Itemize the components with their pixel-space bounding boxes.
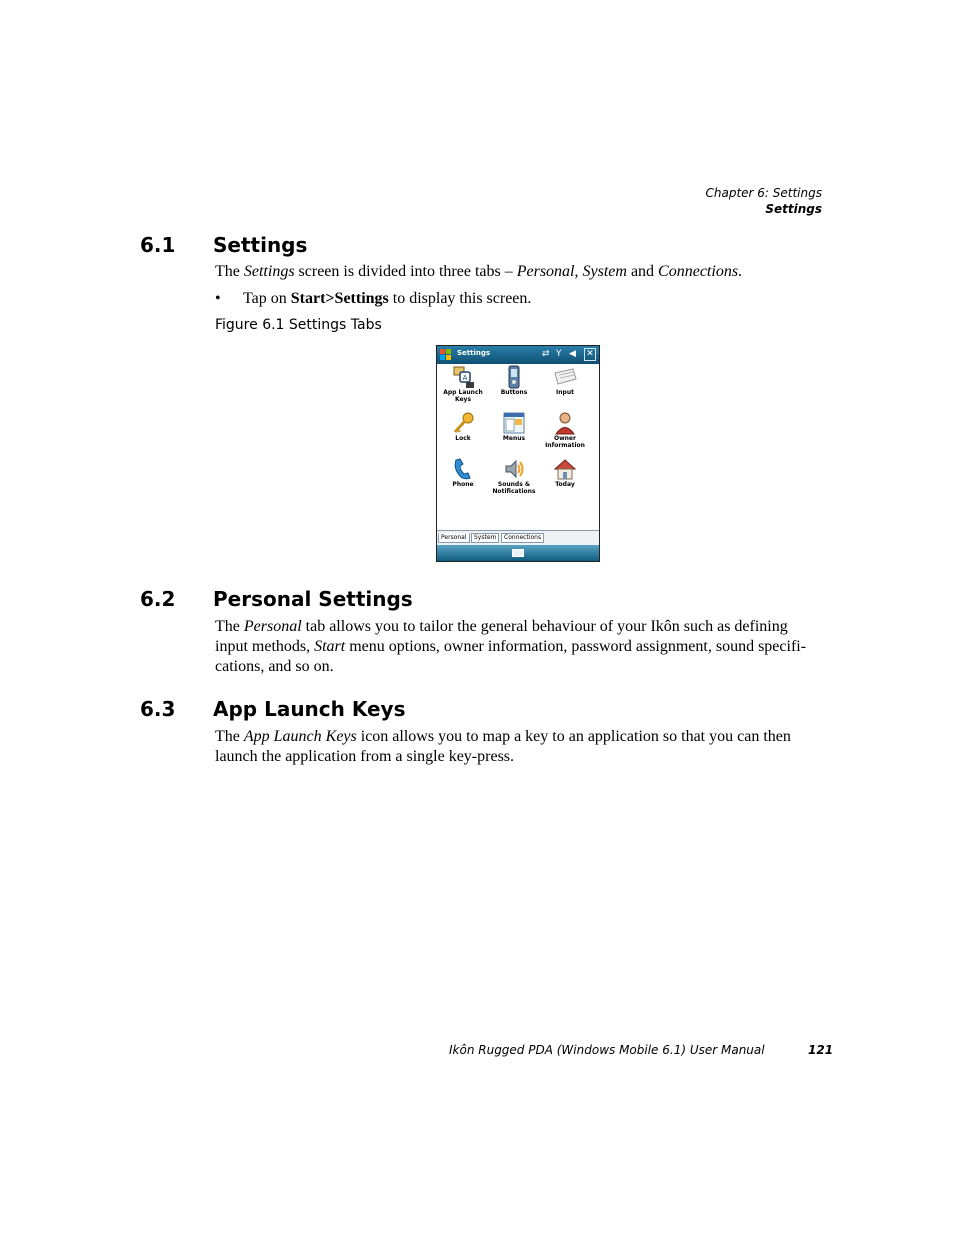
input-icon xyxy=(553,365,577,389)
window-title: Settings xyxy=(457,349,491,357)
item-label: Phone xyxy=(452,481,474,488)
item-label: Lock xyxy=(455,435,471,442)
line xyxy=(215,617,835,637)
bullet-text xyxy=(243,289,531,309)
text: to display this screen. xyxy=(388,290,532,307)
item-label: Buttons xyxy=(500,389,528,396)
item-label: Menus xyxy=(502,435,526,442)
settings-item-buttons[interactable] xyxy=(489,365,539,396)
paragraph-6-2 xyxy=(215,617,835,677)
text: icon allows you to map a key to an application so that you can then xyxy=(356,728,791,745)
item-label: Sounds & Notifications xyxy=(492,481,536,495)
text: Start>Settings xyxy=(290,290,389,307)
text: Start xyxy=(314,638,346,655)
tab-personal[interactable]: Personal xyxy=(438,533,470,543)
settings-item-owner-information[interactable] xyxy=(540,411,590,449)
line: launch the application from a single key-press. xyxy=(215,748,515,765)
line xyxy=(215,637,835,657)
signal-icon[interactable]: Y xyxy=(556,349,562,359)
text: screen is divided into three tabs – xyxy=(294,263,517,280)
text: Connections xyxy=(658,263,739,280)
volume-mute-icon[interactable]: ◀ xyxy=(569,349,576,359)
today-icon xyxy=(553,457,577,481)
tab-strip xyxy=(437,530,599,545)
text: The xyxy=(215,728,244,745)
settings-item-sounds[interactable] xyxy=(489,457,539,495)
close-button[interactable]: ✕ xyxy=(584,348,596,361)
section-number: 6.1 xyxy=(140,233,176,257)
settings-item-phone[interactable] xyxy=(438,457,488,488)
soft-key-bar xyxy=(437,545,599,561)
settings-item-menus[interactable] xyxy=(489,411,539,442)
settings-item-input[interactable] xyxy=(540,365,590,396)
windows-start-icon[interactable] xyxy=(440,349,451,360)
text: System xyxy=(582,263,627,280)
item-label: Input xyxy=(556,389,574,396)
settings-item-today[interactable] xyxy=(540,457,590,488)
section-number: 6.3 xyxy=(140,697,176,721)
text: . xyxy=(738,263,743,280)
section-number: 6.2 xyxy=(140,587,176,611)
text: Personal xyxy=(516,263,575,280)
header-section: Settings xyxy=(765,202,822,216)
tab-connections[interactable]: Connections xyxy=(501,533,544,543)
item-label: Owner Information xyxy=(545,435,585,449)
text: , xyxy=(574,263,583,280)
owner-icon xyxy=(553,411,577,435)
text: menu options, owner information, password assignment, sound specifi- xyxy=(345,638,807,655)
paragraph-6-1 xyxy=(215,262,835,282)
lock-key-icon xyxy=(451,411,475,435)
keyboard-icon[interactable] xyxy=(512,549,524,557)
phone-icon xyxy=(451,457,475,481)
title-bar xyxy=(437,346,599,364)
text: Personal xyxy=(243,618,302,635)
text: and xyxy=(626,263,659,280)
sounds-icon xyxy=(502,457,526,481)
page-number: 121 xyxy=(808,1043,834,1057)
section-title: App Launch Keys xyxy=(213,697,406,721)
text: The xyxy=(215,263,244,280)
section-title: Settings xyxy=(213,233,308,257)
line xyxy=(215,727,835,747)
text: The xyxy=(215,618,244,635)
text: App Launch Keys xyxy=(243,728,357,745)
settings-item-app-launch-keys[interactable] xyxy=(438,365,488,403)
paragraph-6-3 xyxy=(215,727,835,767)
svg-text:A: A xyxy=(462,374,468,382)
text: Settings xyxy=(243,263,295,280)
footer-title: Ikôn Rugged PDA (Windows Mobile 6.1) User Manual xyxy=(449,1043,765,1057)
item-label: App Launch Keys xyxy=(443,389,483,403)
section-title: Personal Settings xyxy=(213,587,413,611)
line: cations, and so on. xyxy=(215,658,334,675)
settings-item-lock[interactable] xyxy=(438,411,488,442)
buttons-icon xyxy=(502,365,526,389)
bullet-dot: • xyxy=(215,290,221,307)
sync-icon[interactable]: ⇄ xyxy=(542,349,550,359)
settings-screenshot xyxy=(436,345,600,562)
text: tab allows you to tailor the general behaviour of your Ikôn such as defining xyxy=(301,618,788,635)
tab-system[interactable]: System xyxy=(471,533,499,543)
figure-caption: Figure 6.1 Settings Tabs xyxy=(215,317,382,333)
app-launch-keys-icon xyxy=(451,365,475,389)
item-label: Today xyxy=(555,481,575,488)
header-chapter: Chapter 6: Settings xyxy=(705,186,822,200)
running-header xyxy=(705,185,822,217)
text: Tap on xyxy=(243,290,291,307)
text: input methods, xyxy=(215,638,315,655)
menus-icon xyxy=(502,411,526,435)
